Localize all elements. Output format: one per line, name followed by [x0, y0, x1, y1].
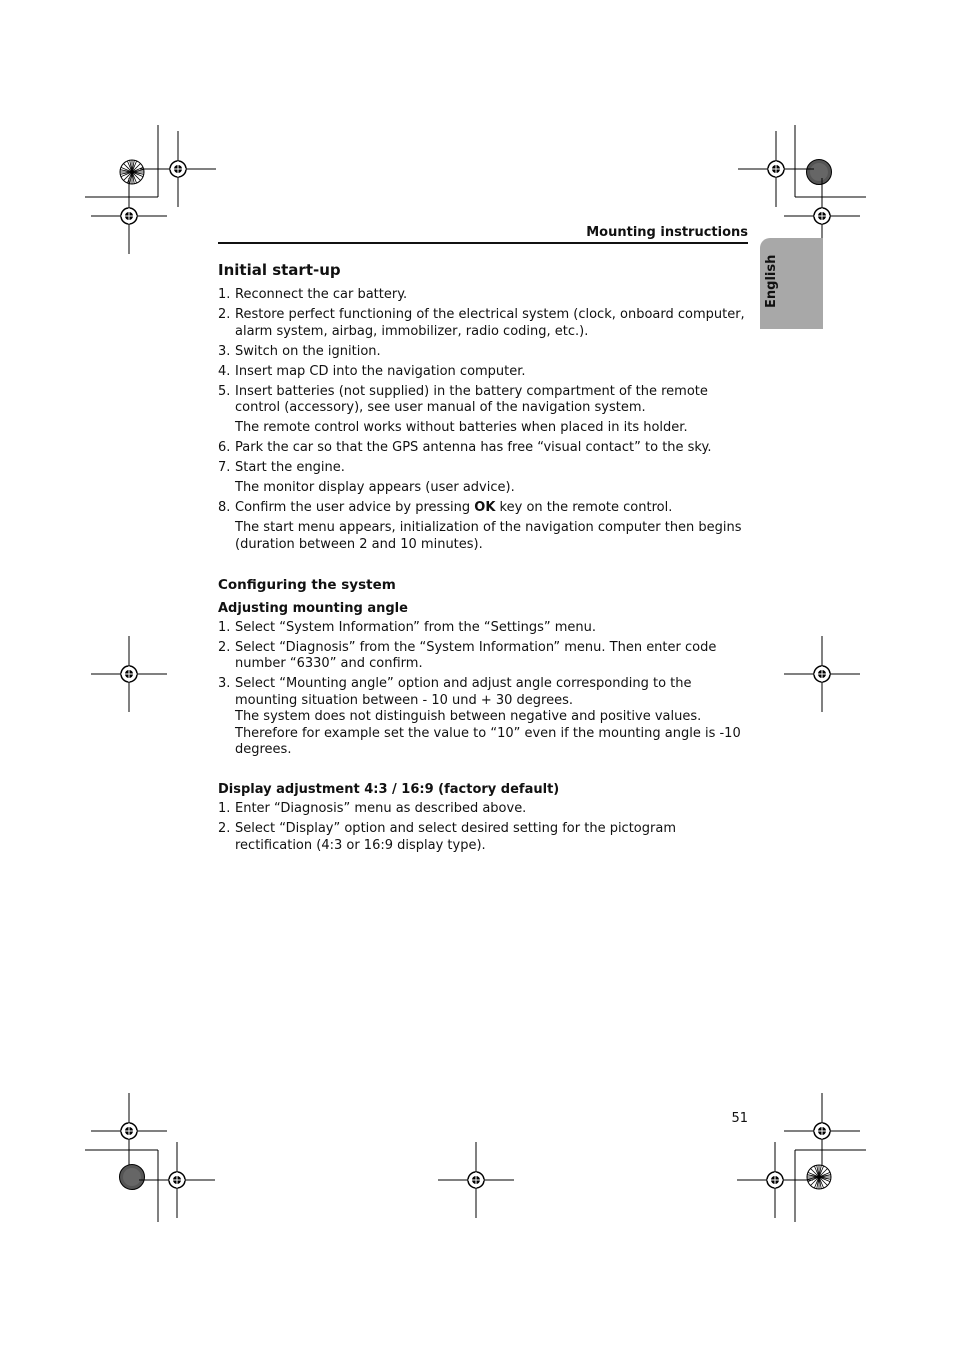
section-title-initial-start-up: Initial start-up	[218, 261, 341, 279]
list-item: 7. Start the engine. The monitor display appears (user advice).	[218, 460, 750, 497]
section-title-configuring: Configuring the system	[218, 576, 396, 593]
list-item: 6. Park the car so that the GPS antenna has free “visual contact” to the sky.	[218, 440, 712, 455]
list-item: 5. Insert batteries (not supplied) in the battery compartment of the remote control (accessory), see user manual of the navigation system. The remote control works without batteries when placed in its holder.	[218, 384, 750, 437]
crosshair-mark-icon	[737, 1142, 813, 1218]
ok-key-label: OK	[474, 500, 496, 515]
list-item: 1. Enter “Diagnosis” menu as described above.	[218, 801, 527, 816]
crosshair-mark-icon	[91, 178, 167, 254]
running-header: Mounting instructions	[586, 225, 748, 240]
subsection-title-display-adjustment: Display adjustment 4:3 / 16:9 (factory default)	[218, 782, 560, 797]
list-item: 2. Select “Display” option and select desired setting for the pictogram rectification (4:3 or 16:9 display type).	[218, 821, 676, 853]
page-content	[218, 260, 750, 858]
grey-dot-icon	[807, 160, 832, 185]
list-item: 3. Select “Mounting angle” option and adjust angle corresponding to the mounting situation between - 10 und + 30 degrees. The system does not distinguish between negative and positive values. Therefore for example set the value to “10” even if the mounting angle is -10 degrees.	[218, 676, 750, 759]
step-note: The start menu appears, initialization of the navigation computer then begins (duration between 2 and 10 minutes).	[235, 520, 742, 552]
list-item: 8. Confirm the user advice by pressing OK key on the remote control. The start menu appears, initialization of the navigation computer then begins (duration between 2 and 10 minutes).	[218, 500, 750, 553]
crosshair-mark-icon	[438, 1142, 514, 1218]
language-tab-label: English	[764, 254, 779, 308]
display-adjustment-steps	[218, 801, 750, 854]
crosshair-mark-icon	[139, 1142, 215, 1218]
list-item: 3. Switch on the ignition.	[218, 343, 381, 359]
star-target-icon	[807, 1165, 831, 1189]
subsection-title-mounting-angle: Adjusting mounting angle	[218, 600, 408, 616]
list-item: 1. Select “System Information” from the “Settings” menu.	[218, 619, 597, 635]
step-note: The monitor display appears (user advice).	[235, 480, 515, 495]
crosshair-mark-icon	[140, 131, 216, 207]
language-tab	[760, 238, 823, 329]
step-note: The system does not distinguish between negative and positive values. Therefore for example set the value to “10” even if the mounting angle is -10 degrees.	[235, 709, 741, 757]
crosshair-mark-icon	[738, 131, 814, 207]
start-up-steps	[218, 287, 750, 553]
header-rule	[218, 242, 748, 244]
grey-dot-icon	[120, 1165, 145, 1190]
list-item: 2. Restore perfect functioning of the electrical system (clock, onboard computer, alarm system, airbag, immobilizer, radio coding, etc.).	[218, 307, 745, 339]
crosshair-mark-icon	[91, 1093, 167, 1169]
crosshair-mark-icon	[91, 636, 167, 712]
list-item: 4. Insert map CD into the navigation computer.	[218, 363, 526, 379]
step-note: The remote control works without batteries when placed in its holder.	[235, 420, 688, 435]
list-item: 1. Reconnect the car battery.	[218, 287, 408, 302]
list-item: 2. Select “Diagnosis” from the “System Information” menu. Then enter code number “6330” and confirm.	[218, 639, 717, 671]
star-target-icon	[120, 160, 144, 184]
mounting-angle-steps	[218, 620, 750, 759]
page-number: 51	[731, 1111, 748, 1126]
crosshair-mark-icon	[784, 636, 860, 712]
